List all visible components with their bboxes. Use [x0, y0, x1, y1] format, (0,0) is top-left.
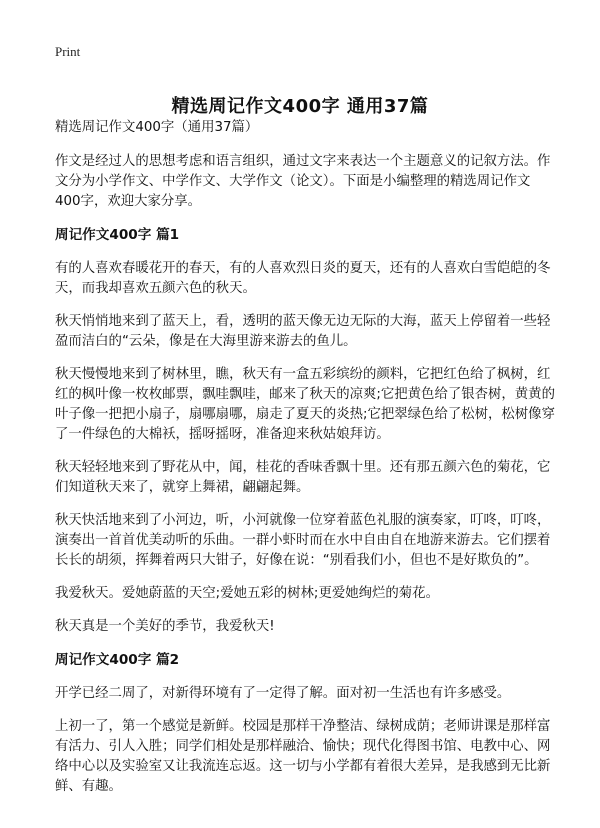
- paragraph: 秋天真是一个美好的季节，我爱秋天!: [55, 619, 275, 634]
- document-subtitle: 精选周记作文400字（通用37篇）: [55, 120, 259, 135]
- paragraph: 秋天悄悄地来到了蓝天上，看，透明的蓝天像无边无际的大海，蓝天上停留着一些轻盈而洁白的“云朵，像是在大海里游来游去的鱼儿。: [55, 314, 551, 349]
- paragraph: 开学已经二周了，对新得环境有了一定得了解。面对初一生活也有许多感受。: [55, 686, 511, 701]
- section-heading: 周记作文400字 篇2: [55, 652, 180, 668]
- paragraph: 秋天轻轻地来到了野花从中，闻，桂花的香味香飘十里。还有那五颜六色的菊花，它们知道秋天来了，就穿上舞裙，翩翩起舞。: [55, 460, 551, 495]
- paragraph: 秋天快活地来到了小河边，听，小河就像一位穿着蓝色礼服的演奏家，叮咚，叮咚，演奏出一首首优美动听的乐曲。一群小虾时而在水中自由自在地游来游去。它们摆着长长的胡须，挥舞着两只大钳子，好像在说：“别看我们小，但也不是好欺负的”。: [55, 513, 551, 568]
- paragraph: 上初一了，第一个感觉是新鲜。校园是那样干净整洁、绿树成荫；老师讲课是那样富有活力、引人入胜；同学们相处是那样融洽、愉快；现代化得图书馆、电教中心、网络中心以及实验室又让我流连忘返。这一切与小学都有着很大差异，是我感到无比新鲜、有趣。: [55, 719, 551, 794]
- paragraph: 有的人喜欢春暖花开的春天，有的人喜欢烈日炎的夏天，还有的人喜欢白雪皑皑的冬天，而我却喜欢五颜六色的秋天。: [55, 261, 551, 296]
- section-heading: 周记作文400字 篇1: [55, 227, 180, 243]
- paragraph: 秋天慢慢地来到了树林里，瞧，秋天有一盒五彩缤纷的颜料，它把红色给了枫树，红红的枫叶像一枚枚邮票，飘哇飘哇，邮来了秋天的凉爽;它把黄色给了银杏树，黄黄的叶子像一把把小扇子，扇哪扇哪，扇走了夏天的炎热;它把翠绿色给了松树，松树像穿了一件绿色的大棉袄，摇呀摇呀，准备迎来秋姑娘拜访。: [55, 367, 555, 442]
- document-title: 精选周记作文400字 通用37篇: [171, 96, 429, 118]
- document-body: [55, 118, 555, 810]
- print-link[interactable]: Print: [55, 44, 81, 59]
- intro-paragraph: 作文是经过人的思想考虑和语言组织，通过文字来表达一个主题意义的记叙方法。作文分为小学作文、中学作文、大学作文（论文）。下面是小编整理的精选周记作文400字，欢迎大家分享。: [55, 154, 551, 209]
- paragraph: 我爱秋天。爱她蔚蓝的天空;爱她五彩的树林;更爱她绚烂的菊花。: [55, 586, 439, 601]
